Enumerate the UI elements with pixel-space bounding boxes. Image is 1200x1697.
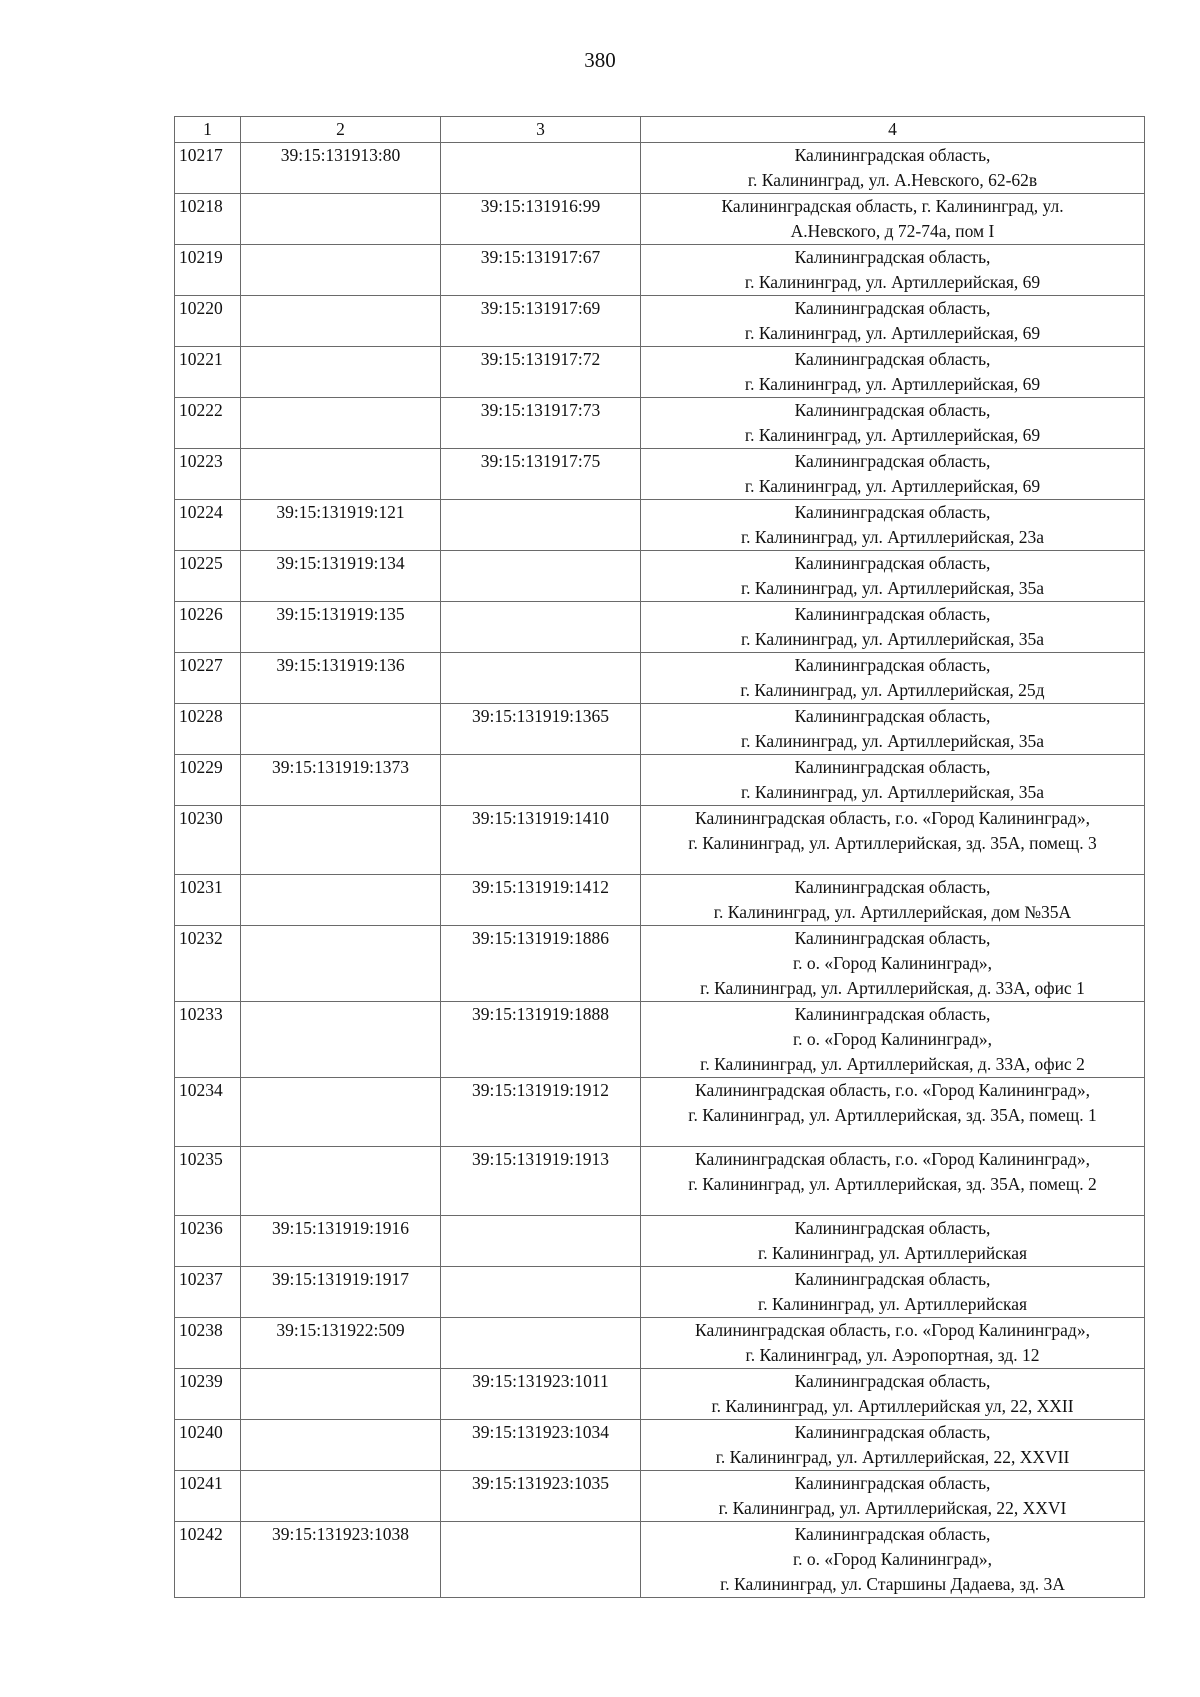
row-number-cell: 10234 [175, 1078, 241, 1147]
cadastral-number-col2-cell [241, 1420, 441, 1471]
cadastral-number-col2-cell [241, 1147, 441, 1216]
address-line: Калининградская область, [794, 1422, 991, 1442]
address-cell [641, 551, 1145, 602]
row-number-cell: 10226 [175, 602, 241, 653]
cadastral-number-col2-cell: 39:15:131923:1038 [241, 1522, 441, 1598]
page-number: 380 [584, 48, 616, 72]
address-cell [641, 1471, 1145, 1522]
header-row [175, 117, 1145, 143]
address-line: г. Калининград, ул. Артиллерийская [757, 1294, 1028, 1314]
table-body [175, 143, 1145, 1598]
address-cell [641, 1002, 1145, 1078]
address-line: Калининградская область, [794, 1524, 991, 1544]
address-line: г. Калининград, ул. Артиллерийская, 69 [744, 374, 1041, 394]
cadastral-number-col3-cell: 39:15:131919:1365 [441, 704, 641, 755]
address-cell [641, 245, 1145, 296]
table-header [175, 117, 1145, 143]
address-line: Калининградская область, г.о. «Город Калининград», [695, 1320, 1090, 1340]
row-number-cell: 10240 [175, 1420, 241, 1471]
address-line: г. Калининград, ул. Артиллерийская, 25д [740, 680, 1045, 700]
address-line: Калининградская область, г. Калининград, ул. [721, 196, 1064, 216]
cadastral-number-col3-cell [441, 1216, 641, 1267]
cadastral-number-col3-cell: 39:15:131919:1886 [441, 926, 641, 1002]
row-number-cell: 10237 [175, 1267, 241, 1318]
address-line: Калининградская область, [794, 1473, 991, 1493]
cadastral-number-col3-cell [441, 1318, 641, 1369]
cadastral-number-col3-cell [441, 602, 641, 653]
table-row [175, 194, 1145, 245]
table-row [175, 398, 1145, 449]
row-number-cell: 10231 [175, 875, 241, 926]
address-line: г. Калининград, ул. Артиллерийская, 22, XXVII [715, 1447, 1070, 1467]
address-line: г. Калининград, ул. Артиллерийская, д. 33А, офис 2 [700, 1054, 1085, 1074]
address-cell [641, 653, 1145, 704]
address-line: г. Калининград, ул. Артиллерийская, 35а [740, 731, 1045, 751]
table-row [175, 245, 1145, 296]
table-row [175, 1216, 1145, 1267]
address-cell [641, 1267, 1145, 1318]
row-number-cell: 10217 [175, 143, 241, 194]
table-row [175, 1147, 1145, 1216]
address-line: Калининградская область, [794, 451, 991, 471]
cadastral-number-col2-cell: 39:15:131919:1373 [241, 755, 441, 806]
row-number-cell: 10239 [175, 1369, 241, 1420]
address-cell [641, 755, 1145, 806]
cadastral-number-col3-cell [441, 755, 641, 806]
cadastral-number-col2-cell [241, 296, 441, 347]
row-number-cell: 10242 [175, 1522, 241, 1598]
address-cell [641, 926, 1145, 1002]
cadastral-number-col3-cell [441, 500, 641, 551]
table-row [175, 449, 1145, 500]
row-number-cell: 10232 [175, 926, 241, 1002]
address-cell [641, 602, 1145, 653]
address-line: г. Калининград, ул. А.Невского, 62-62в [747, 170, 1038, 190]
address-line: Калининградская область, [794, 400, 991, 420]
row-number-cell: 10233 [175, 1002, 241, 1078]
row-number-cell: 10224 [175, 500, 241, 551]
address-cell [641, 1420, 1145, 1471]
row-number-cell: 10241 [175, 1471, 241, 1522]
table-row [175, 1002, 1145, 1078]
table-row [175, 1318, 1145, 1369]
address-line: г. Калининград, ул. Артиллерийская, 22, XXVI [718, 1498, 1067, 1518]
address-line: г. о. «Город Калининград», [792, 1029, 993, 1049]
cadastral-number-col2-cell: 39:15:131919:136 [241, 653, 441, 704]
address-line: г. Калининград, ул. Артиллерийская, зд. 35А, помещ. 1 [688, 1105, 1097, 1125]
address-line: Калининградская область, [794, 349, 991, 369]
column-header-3: 3 [441, 117, 641, 143]
address-cell [641, 806, 1145, 875]
cadastral-number-col2-cell [241, 806, 441, 875]
address-cell [641, 296, 1145, 347]
table-row [175, 551, 1145, 602]
cadastral-number-col3-cell: 39:15:131923:1034 [441, 1420, 641, 1471]
table-row [175, 875, 1145, 926]
table-row [175, 602, 1145, 653]
cadastral-number-col3-cell [441, 1522, 641, 1598]
cadastral-number-col3-cell: 39:15:131919:1888 [441, 1002, 641, 1078]
address-line: г. Калининград, ул. Аэропортная, зд. 12 [745, 1345, 1040, 1365]
address-line: Калининградская область, г.о. «Город Калининград», [695, 1080, 1090, 1100]
cadastral-number-col2-cell [241, 1078, 441, 1147]
address-line: Калининградская область, [794, 1269, 991, 1289]
table-row [175, 926, 1145, 1002]
cadastral-number-col3-cell [441, 1267, 641, 1318]
address-line: г. Калининград, ул. Артиллерийская, 69 [744, 323, 1041, 343]
cadastral-number-col3-cell: 39:15:131917:69 [441, 296, 641, 347]
address-cell [641, 449, 1145, 500]
address-line: г. Калининград, ул. Артиллерийская, 69 [744, 425, 1041, 445]
address-line: г. о. «Город Калининград», [792, 1549, 993, 1569]
address-cell [641, 398, 1145, 449]
cadastral-number-col2-cell: 39:15:131919:121 [241, 500, 441, 551]
address-line: г. Калининград, ул. Артиллерийская, д. 33А, офис 1 [700, 978, 1085, 998]
address-line: Калининградская область, [794, 604, 991, 624]
cadastral-number-col2-cell [241, 1471, 441, 1522]
address-cell [641, 347, 1145, 398]
cadastral-number-col3-cell: 39:15:131919:1913 [441, 1147, 641, 1216]
table-row [175, 143, 1145, 194]
cadastral-number-col2-cell: 39:15:131919:135 [241, 602, 441, 653]
cadastral-number-col2-cell [241, 194, 441, 245]
address-line: А.Невского, д 72-74а, пом I [790, 221, 995, 241]
cadastral-number-col2-cell: 39:15:131922:509 [241, 1318, 441, 1369]
cadastral-number-col3-cell [441, 653, 641, 704]
address-line: Калининградская область, [794, 298, 991, 318]
address-line: г. Калининград, ул. Артиллерийская, 69 [744, 476, 1041, 496]
cadastral-number-col3-cell: 39:15:131923:1011 [441, 1369, 641, 1420]
address-line: Калининградская область, [794, 928, 991, 948]
address-line: г. Калининград, ул. Артиллерийская ул, 22, XXII [711, 1396, 1074, 1416]
row-number-cell: 10223 [175, 449, 241, 500]
table-row [175, 755, 1145, 806]
address-line: г. Калининград, ул. Артиллерийская, зд. 35А, помещ. 3 [688, 833, 1097, 853]
cadastral-number-col2-cell [241, 347, 441, 398]
cadastral-number-col2-cell: 39:15:131919:134 [241, 551, 441, 602]
cadastral-number-col2-cell [241, 1369, 441, 1420]
address-cell [641, 500, 1145, 551]
row-number-cell: 10227 [175, 653, 241, 704]
column-header-4: 4 [641, 117, 1145, 143]
address-line: г. Калининград, ул. Артиллерийская, 35а [740, 782, 1045, 802]
table-row [175, 704, 1145, 755]
cadastral-number-col2-cell [241, 449, 441, 500]
registry-table [174, 116, 1145, 1598]
cadastral-number-col2-cell [241, 398, 441, 449]
cadastral-number-col2-cell [241, 875, 441, 926]
address-line: Калининградская область, [794, 247, 991, 267]
address-line: Калининградская область, [794, 655, 991, 675]
cadastral-number-col2-cell: 39:15:131913:80 [241, 143, 441, 194]
cadastral-number-col3-cell [441, 551, 641, 602]
address-cell [641, 194, 1145, 245]
address-cell [641, 1078, 1145, 1147]
address-line: Калининградская область, г.о. «Город Калининград», [695, 1149, 1090, 1169]
address-cell [641, 1147, 1145, 1216]
address-cell [641, 1522, 1145, 1598]
cadastral-number-col3-cell: 39:15:131919:1912 [441, 1078, 641, 1147]
cadastral-number-col2-cell: 39:15:131919:1916 [241, 1216, 441, 1267]
address-cell [641, 1369, 1145, 1420]
address-line: г. Калининград, ул. Артиллерийская, 35а [740, 629, 1045, 649]
cadastral-number-col3-cell [441, 143, 641, 194]
table-row [175, 1267, 1145, 1318]
row-number-cell: 10229 [175, 755, 241, 806]
cadastral-number-col2-cell [241, 926, 441, 1002]
table-row [175, 500, 1145, 551]
address-line: г. Калининград, ул. Артиллерийская, 23а [740, 527, 1045, 547]
cadastral-number-col2-cell [241, 245, 441, 296]
address-line: г. Калининград, ул. Артиллерийская [757, 1243, 1028, 1263]
address-line: Калининградская область, [794, 502, 991, 522]
cadastral-number-col3-cell: 39:15:131917:72 [441, 347, 641, 398]
address-cell [641, 704, 1145, 755]
row-number-cell: 10220 [175, 296, 241, 347]
address-line: Калининградская область, [794, 706, 991, 726]
table-row [175, 1522, 1145, 1598]
table-row [175, 1471, 1145, 1522]
address-line: г. Калининград, ул. Артиллерийская, 69 [744, 272, 1041, 292]
row-number-cell: 10218 [175, 194, 241, 245]
cadastral-number-col3-cell: 39:15:131919:1410 [441, 806, 641, 875]
cadastral-number-col2-cell [241, 704, 441, 755]
cadastral-number-col3-cell: 39:15:131917:73 [441, 398, 641, 449]
column-header-1: 1 [175, 117, 241, 143]
cadastral-number-col2-cell: 39:15:131919:1917 [241, 1267, 441, 1318]
cadastral-number-col2-cell [241, 1002, 441, 1078]
address-line: г. о. «Город Калининград», [792, 953, 993, 973]
cadastral-number-col3-cell: 39:15:131919:1412 [441, 875, 641, 926]
cadastral-number-col3-cell: 39:15:131917:75 [441, 449, 641, 500]
row-number-cell: 10225 [175, 551, 241, 602]
table-row [175, 347, 1145, 398]
address-line: Калининградская область, [794, 1218, 991, 1238]
address-cell [641, 1318, 1145, 1369]
address-line: г. Калининград, ул. Артиллерийская, дом №35А [713, 902, 1072, 922]
row-number-cell: 10222 [175, 398, 241, 449]
address-line: г. Калининград, ул. Артиллерийская, зд. 35А, помещ. 2 [688, 1174, 1097, 1194]
table-row [175, 806, 1145, 875]
address-line: Калининградская область, [794, 877, 991, 897]
row-number-cell: 10230 [175, 806, 241, 875]
address-line: г. Калининград, ул. Старшины Дадаева, зд. 3А [720, 1574, 1065, 1594]
address-line: Калининградская область, [794, 145, 991, 165]
address-line: Калининградская область, [794, 757, 991, 777]
cadastral-number-col3-cell: 39:15:131917:67 [441, 245, 641, 296]
address-line: Калининградская область, [794, 553, 991, 573]
cadastral-number-col3-cell: 39:15:131916:99 [441, 194, 641, 245]
table-row [175, 1420, 1145, 1471]
row-number-cell: 10221 [175, 347, 241, 398]
row-number-cell: 10235 [175, 1147, 241, 1216]
column-header-2: 2 [241, 117, 441, 143]
cadastral-number-col3-cell: 39:15:131923:1035 [441, 1471, 641, 1522]
table-row [175, 1369, 1145, 1420]
address-line: Калининградская область, г.о. «Город Калининград», [695, 808, 1090, 828]
row-number-cell: 10219 [175, 245, 241, 296]
table-row [175, 296, 1145, 347]
table-row [175, 1078, 1145, 1147]
address-cell [641, 143, 1145, 194]
row-number-cell: 10236 [175, 1216, 241, 1267]
row-number-cell: 10228 [175, 704, 241, 755]
address-cell [641, 1216, 1145, 1267]
row-number-cell: 10238 [175, 1318, 241, 1369]
address-line: Калининградская область, [794, 1371, 991, 1391]
address-line: г. Калининград, ул. Артиллерийская, 35а [740, 578, 1045, 598]
address-line: Калининградская область, [794, 1004, 991, 1024]
address-cell [641, 875, 1145, 926]
table-row [175, 653, 1145, 704]
